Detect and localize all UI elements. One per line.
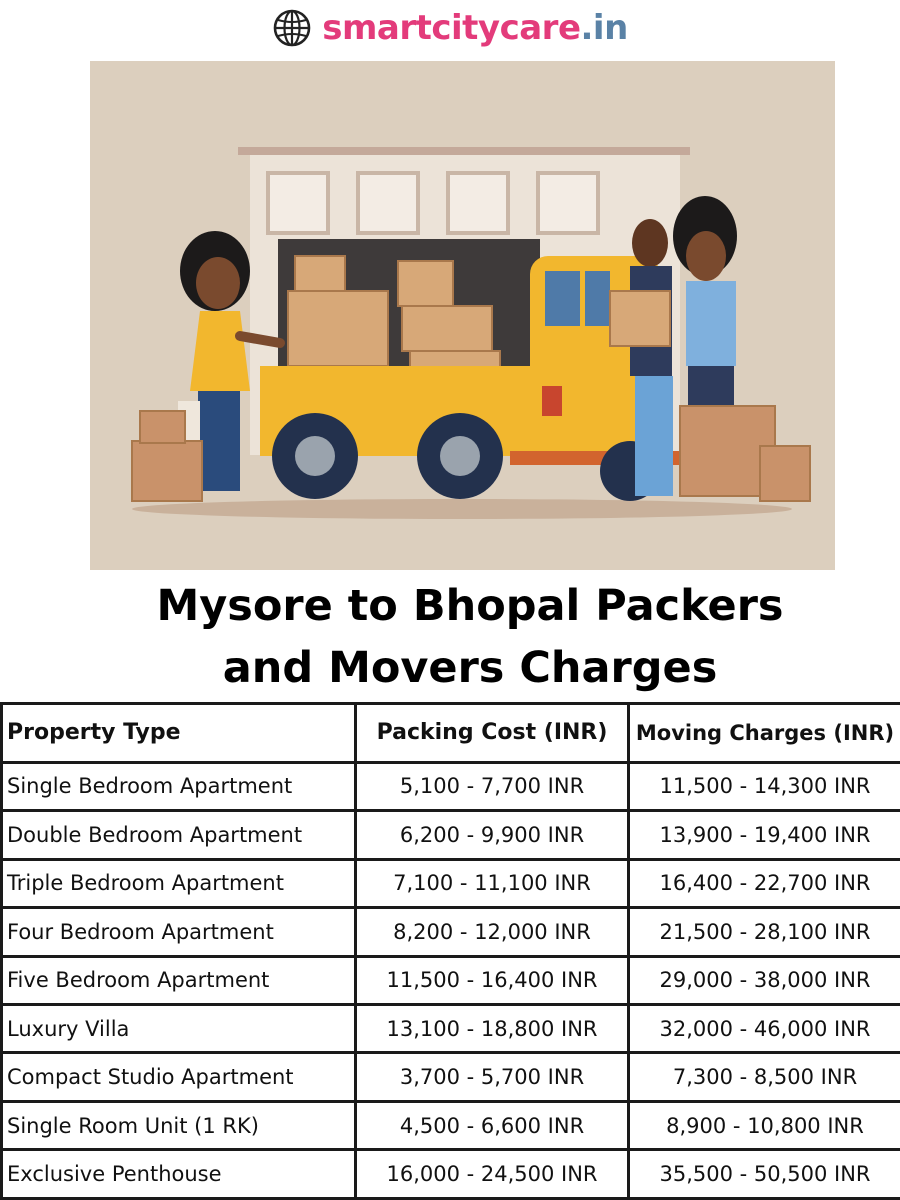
header-property-type: Property Type [2,704,356,763]
packing-cost-cell: 16,000 - 24,500 INR [356,1150,629,1199]
brand-tld: .in [580,8,628,48]
packing-cost-cell: 5,100 - 7,700 INR [356,762,629,810]
packing-cost-cell: 4,500 - 6,600 INR [356,1101,629,1149]
property-type-cell: Single Bedroom Apartment [2,762,356,810]
table-row [2,811,900,859]
property-type-cell: Single Room Unit (1 RK) [2,1101,356,1149]
packing-cost-cell: 3,700 - 5,700 INR [356,1053,629,1101]
moving-charges-cell: 29,000 - 38,000 INR [629,956,900,1004]
moving-charges-cell: 11,500 - 14,300 INR [629,762,900,810]
table-row [2,956,900,1004]
table-header-row [2,704,900,763]
brand-logo-text[interactable] [322,8,628,48]
header-moving-charges: Moving Charges (INR) [629,704,900,763]
moving-charges-cell: 7,300 - 8,500 INR [629,1053,900,1101]
page-title-line-1: Mysore to Bhopal Packers [156,581,784,631]
brand-name: smartcitycare [322,8,581,48]
table-row [2,762,900,810]
property-type-cell: Five Bedroom Apartment [2,956,356,1004]
packing-cost-cell: 13,100 - 18,800 INR [356,1005,629,1053]
header-packing-cost: Packing Cost (INR) [356,704,629,763]
moving-charges-cell: 21,500 - 28,100 INR [629,908,900,956]
moving-charges-cell: 32,000 - 46,000 INR [629,1005,900,1053]
moving-charges-cell: 8,900 - 10,800 INR [629,1101,900,1149]
table-row [2,908,900,956]
hero-illustration [90,61,835,570]
page-title-line-2: and Movers Charges [222,643,718,693]
globe-icon [272,8,312,48]
property-type-cell: Double Bedroom Apartment [2,811,356,859]
moving-charges-cell: 13,900 - 19,400 INR [629,811,900,859]
brand-header [0,0,900,56]
charges-table [0,702,900,1200]
property-type-cell: Luxury Villa [2,1005,356,1053]
property-type-cell: Exclusive Penthouse [2,1150,356,1199]
packing-cost-cell: 11,500 - 16,400 INR [356,956,629,1004]
moving-charges-cell: 16,400 - 22,700 INR [629,859,900,907]
property-type-cell: Triple Bedroom Apartment [2,859,356,907]
table-row [2,1150,900,1199]
property-type-cell: Four Bedroom Apartment [2,908,356,956]
property-type-cell: Compact Studio Apartment [2,1053,356,1101]
table-row [2,859,900,907]
moving-charges-cell: 35,500 - 50,500 INR [629,1150,900,1199]
packing-cost-cell: 7,100 - 11,100 INR [356,859,629,907]
table-row [2,1053,900,1101]
page-title [40,575,900,700]
table-row [2,1005,900,1053]
table-row [2,1101,900,1149]
packing-cost-cell: 6,200 - 9,900 INR [356,811,629,859]
packing-cost-cell: 8,200 - 12,000 INR [356,908,629,956]
